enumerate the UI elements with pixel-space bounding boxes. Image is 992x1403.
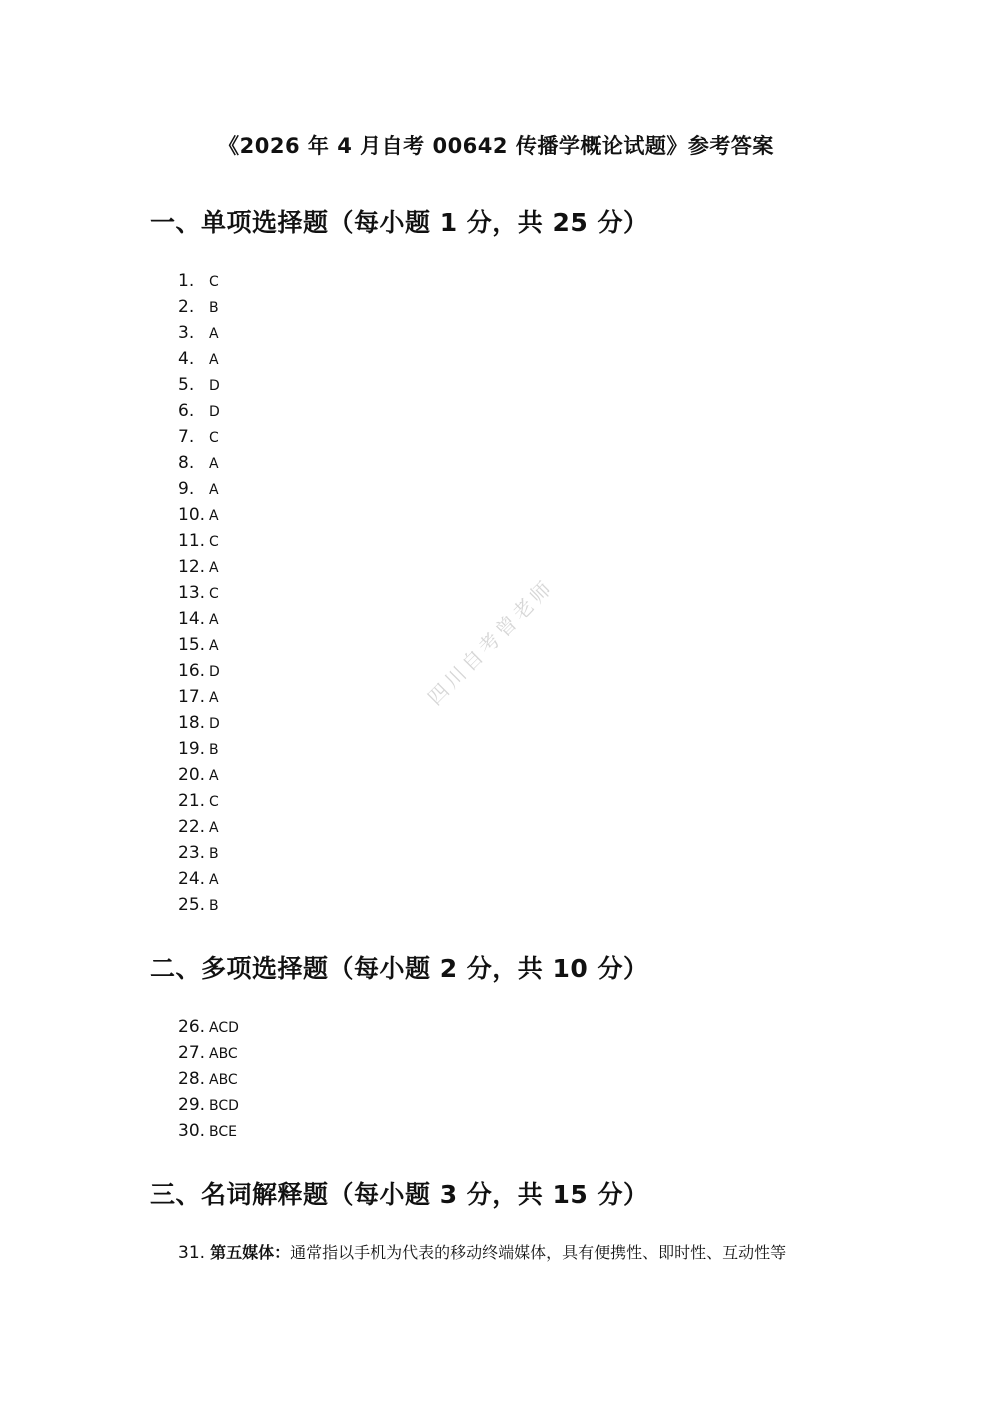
answer-item [178, 1040, 239, 1066]
answer-item [178, 814, 220, 840]
answer-value: C [209, 586, 219, 602]
answer-value: BCD [209, 1098, 239, 1114]
answer-item [178, 736, 220, 762]
answer-number: 2. [178, 297, 195, 317]
answer-number: 21. [178, 791, 206, 811]
answer-number: 26. [178, 1017, 206, 1037]
answer-value: C [209, 534, 219, 550]
answer-value: A [209, 456, 219, 472]
answer-item [178, 788, 220, 814]
answer-number: 28. [178, 1069, 206, 1089]
section-heading-multiple-choice: 二、多项选择题（每小题 2 分，共 10 分） [150, 954, 649, 983]
answer-item [178, 502, 220, 528]
answer-item [178, 450, 220, 476]
answer-item [178, 580, 220, 606]
term-number: 31. [178, 1243, 206, 1263]
answer-number: 13. [178, 583, 206, 603]
answer-item [178, 398, 220, 424]
answer-number: 23. [178, 843, 206, 863]
answer-item [178, 372, 220, 398]
answer-number: 3. [178, 323, 195, 343]
answer-item [178, 476, 220, 502]
answer-number: 18. [178, 713, 206, 733]
answer-value: B [209, 898, 219, 914]
answer-number: 8. [178, 453, 195, 473]
answer-value: D [209, 404, 220, 420]
answer-item [178, 1014, 239, 1040]
answer-value: A [209, 872, 219, 888]
answer-item [178, 320, 220, 346]
answer-value: D [209, 716, 220, 732]
term-word: 第五媒体： [210, 1243, 291, 1262]
answer-value: A [209, 768, 219, 784]
answer-value: A [209, 690, 219, 706]
answer-value: A [209, 638, 219, 654]
answer-number: 4. [178, 349, 195, 369]
answer-number: 16. [178, 661, 206, 681]
answer-item [178, 658, 220, 684]
answer-item [178, 840, 220, 866]
answer-number: 17. [178, 687, 206, 707]
answer-item [178, 294, 220, 320]
answer-value: A [209, 820, 219, 836]
answer-value: D [209, 378, 220, 394]
answer-item [178, 554, 220, 580]
answer-value: B [209, 300, 219, 316]
answer-value: C [209, 794, 219, 810]
answer-number: 9. [178, 479, 195, 499]
answer-value: BCE [209, 1124, 237, 1140]
answer-value: B [209, 846, 219, 862]
page-title: 《2026 年 4 月自考 00642 传播学概论试题》参考答案 [218, 134, 774, 158]
answer-item [178, 528, 220, 554]
answer-value: A [209, 560, 219, 576]
answer-value: A [209, 508, 219, 524]
answer-number: 20. [178, 765, 206, 785]
answer-item [178, 684, 220, 710]
answer-item [178, 346, 220, 372]
answer-number: 22. [178, 817, 206, 837]
answer-item [178, 762, 220, 788]
answer-item [178, 1066, 239, 1092]
section-heading-term-definition: 三、名词解释题（每小题 3 分，共 15 分） [150, 1180, 649, 1209]
answer-value: ABC [209, 1072, 238, 1088]
answer-value: ABC [209, 1046, 238, 1062]
answer-item [178, 424, 220, 450]
answer-number: 27. [178, 1043, 206, 1063]
answer-number: 11. [178, 531, 206, 551]
answer-number: 15. [178, 635, 206, 655]
answer-number: 12. [178, 557, 206, 577]
answer-number: 10. [178, 505, 206, 525]
answer-number: 14. [178, 609, 206, 629]
term-definition: 通常指以手机为代表的移动终端媒体，具有便携性、即时性、互动性等 [290, 1243, 787, 1262]
answer-value: A [209, 352, 219, 368]
section-heading-single-choice: 一、单项选择题（每小题 1 分，共 25 分） [150, 208, 649, 237]
single-choice-answer-list [178, 268, 220, 918]
answer-value: D [209, 664, 220, 680]
multiple-choice-answer-list [178, 1014, 239, 1144]
answer-number: 25. [178, 895, 206, 915]
answer-number: 24. [178, 869, 206, 889]
answer-item [178, 1092, 239, 1118]
answer-item [178, 632, 220, 658]
answer-value: A [209, 612, 219, 628]
answer-item [178, 606, 220, 632]
answer-value: B [209, 742, 219, 758]
answer-value: C [209, 430, 219, 446]
answer-number: 1. [178, 271, 195, 291]
answer-item [178, 710, 220, 736]
answer-number: 7. [178, 427, 195, 447]
answer-number: 19. [178, 739, 206, 759]
answer-number: 6. [178, 401, 195, 421]
answer-item [178, 866, 220, 892]
answer-item [178, 1118, 239, 1144]
answer-value: C [209, 274, 219, 290]
answer-value: ACD [209, 1020, 239, 1036]
answer-item [178, 892, 220, 918]
watermark: 四川自考曾老师 [422, 574, 559, 710]
answer-value: A [209, 326, 219, 342]
answer-number: 29. [178, 1095, 206, 1115]
answer-number: 5. [178, 375, 195, 395]
answer-value: A [209, 482, 219, 498]
answer-number: 30. [178, 1121, 206, 1141]
answer-item [178, 268, 220, 294]
term-definition-entry [178, 1240, 786, 1263]
